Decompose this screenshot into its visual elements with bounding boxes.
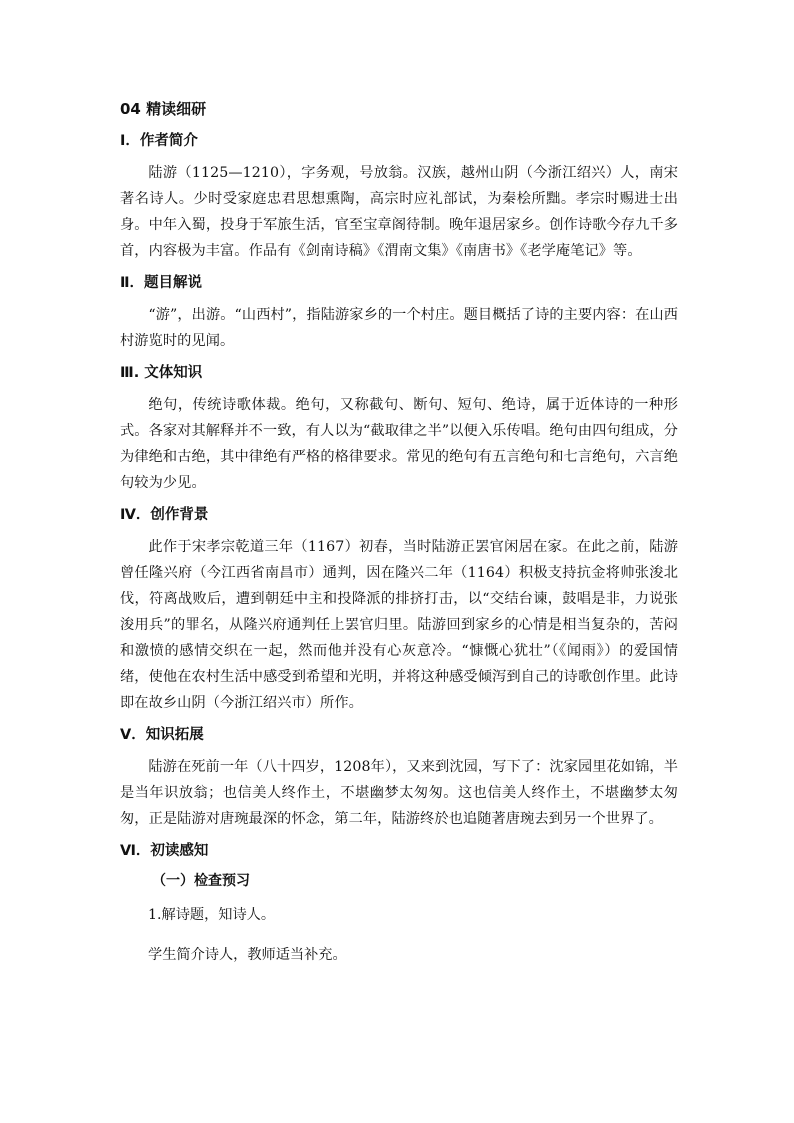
section-heading-author: Ⅰ．作者简介 bbox=[120, 133, 198, 149]
section-paragraph-extension: 陆游在死前一年（八十四岁，1208年），又来到沈园，写下了：沈家园里花如锦，半是当年识放翁；也信美人终作土，不堪幽梦太匆匆。这也信美人终作土，不堪幽梦太匆匆，正是陆游对唐琬最深的怀念，第二年，陆游终於也追随著唐琬去到另一个世界了。 bbox=[120, 759, 678, 827]
section-heading-first-reading: Ⅵ．初读感知 bbox=[120, 843, 209, 859]
section-heading-background: Ⅳ．创作背景 bbox=[120, 507, 209, 523]
subsection-heading-preview-check: （一）检查预习 bbox=[152, 873, 250, 889]
section-paragraph-genre: 绝句，传统诗歌体裁。绝句，又称截句、断句、短句、绝诗，属于近体诗的一种形式。各家对其解释并不一致，有人以为“截取律之半”以便入乐传唱。绝句由四句组成，分为律绝和古绝，其中律绝有严格的格律要求。常见的绝句有五言绝句和七言绝句，六言绝句较为少见。 bbox=[120, 397, 678, 491]
section-paragraph-background: 此作于宋孝宗乾道三年（1167）初春，当时陆游正罢官闲居在家。在此之前，陆游曾任隆兴府（今江西省南昌市）通判，因在隆兴二年（1164）积极支持抗金将帅张浚北伐，符离战败后，遭到朝廷中主和投降派的排挤打击，以“交结台谏，鼓唱是非，力说张浚用兵”的罪名，从隆兴府通判任上罢官归里。陆游回到家乡的心情是相当复杂的，苦闷和激愤的感情交织在一起，然而他并没有心灰意冷。“慷慨心犹壮”（《闻雨》）的爱国情绪，使他在农村生活中感受到希望和光明，并将这种感受倾泻到自己的诗歌创作里。此诗即在故乡山阴（今浙江绍兴市）所作。 bbox=[120, 539, 678, 711]
section-heading-genre: Ⅲ. 文体知识 bbox=[120, 365, 203, 381]
subsection-line: 1.解诗题，知诗人。 bbox=[148, 907, 276, 923]
section-paragraph-title-explanation: “游”，出游。“山西村”，指陆游家乡的一个村庄。题目概括了诗的主要内容：在山西村游览时的见闻。 bbox=[120, 307, 678, 349]
subsection-line: 学生简介诗人，教师适当补充。 bbox=[148, 947, 347, 963]
section-paragraph-author: 陆游（1125—1210），字务观，号放翁。汉族，越州山阴（今浙江绍兴）人，南宋著名诗人。少时受家庭忠君思想熏陶，高宗时应礼部试，为秦桧所黜。孝宗时赐进士出身。中年入蜀，投身于军旅生活，官至宝章阁待制。晚年退居家乡。创作诗歌今存九千多首，内容极为丰富。作品有《剑南诗稿》《渭南文集》《南唐书》《老学庵笔记》等。 bbox=[120, 165, 678, 259]
document-title: 04 精读细研 bbox=[120, 100, 207, 118]
section-heading-title-explanation: Ⅱ．题目解说 bbox=[120, 275, 203, 291]
document-page bbox=[120, 98, 678, 982]
section-heading-extension: Ⅴ．知识拓展 bbox=[120, 727, 204, 743]
